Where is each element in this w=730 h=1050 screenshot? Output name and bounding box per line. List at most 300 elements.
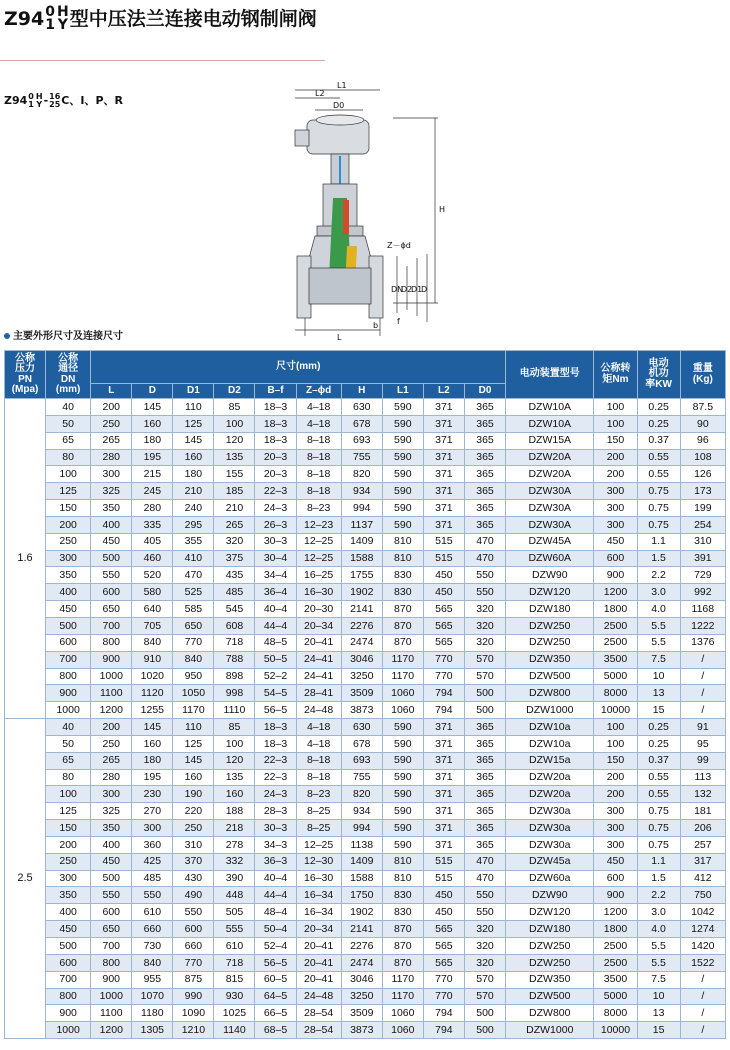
table-cell: 36–4 (255, 584, 296, 601)
table-cell: 365 (464, 769, 505, 786)
table-cell: 125 (173, 415, 214, 432)
header-weight: 重量 (Kg) (680, 351, 725, 399)
table-cell: 28–54 (296, 1005, 341, 1022)
table-cell: DZW20A (506, 449, 594, 466)
table-row (5, 1005, 726, 1022)
table-cell: 371 (423, 786, 464, 803)
table-cell: 0.25 (637, 399, 680, 416)
table-cell: DZW15a (506, 752, 594, 769)
table-cell: 755 (341, 769, 382, 786)
table-cell: 16–30 (296, 584, 341, 601)
table-cell: DZW180 (506, 601, 594, 618)
table-cell: 810 (382, 870, 423, 887)
table-cell: 391 (680, 550, 725, 567)
table-cell: 500 (464, 702, 505, 719)
table-cell: 998 (214, 685, 255, 702)
header-power: 电动 机功 率KW (637, 351, 680, 399)
table-cell: 371 (423, 820, 464, 837)
table-cell: DZW60a (506, 870, 594, 887)
header-torque: 公称转 矩Nm (594, 351, 637, 399)
table-cell: 550 (91, 887, 132, 904)
table-cell: 460 (132, 550, 173, 567)
table-cell: 180 (132, 432, 173, 449)
table-cell: 40–4 (255, 870, 296, 887)
table-cell: 810 (382, 550, 423, 567)
table-cell: 4.0 (637, 601, 680, 618)
table-cell: 1060 (382, 1005, 423, 1022)
table-cell: 371 (423, 735, 464, 752)
table-cell: 1255 (132, 702, 173, 719)
spec-table-body (5, 399, 726, 1039)
table-cell: 22–3 (255, 483, 296, 500)
header-L2: L2 (423, 384, 464, 399)
table-cell: 590 (382, 803, 423, 820)
table-cell: 365 (464, 752, 505, 769)
table-cell: 36–3 (255, 853, 296, 870)
table-cell: 4.0 (637, 921, 680, 938)
table-cell: 371 (423, 399, 464, 416)
table-cell: 1050 (173, 685, 214, 702)
table-cell: 900 (594, 567, 637, 584)
header-model: 电动装置型号 (506, 351, 594, 399)
table-cell: 365 (464, 483, 505, 500)
bullet-icon (4, 333, 10, 339)
table-cell: 200 (594, 449, 637, 466)
table-cell: 48–4 (255, 904, 296, 921)
table-cell: 365 (464, 820, 505, 837)
table-cell: DZW30a (506, 836, 594, 853)
table-cell: 22–3 (255, 769, 296, 786)
table-cell: 840 (132, 634, 173, 651)
table-cell: 135 (214, 769, 255, 786)
table-cell: 64–5 (255, 988, 296, 1005)
table-cell: 505 (214, 904, 255, 921)
table-cell: 490 (173, 887, 214, 904)
table-cell: 20–41 (296, 954, 341, 971)
table-cell: 580 (132, 584, 173, 601)
table-cell: 80 (46, 769, 91, 786)
table-row (5, 432, 726, 449)
table-cell: 95 (680, 735, 725, 752)
table-cell: 1170 (382, 651, 423, 668)
table-cell: 44–4 (255, 617, 296, 634)
table-cell: 132 (680, 786, 725, 803)
table-cell: 820 (341, 786, 382, 803)
table-cell: 1090 (173, 1005, 214, 1022)
table-cell: 430 (173, 870, 214, 887)
table-cell: 52–2 (255, 668, 296, 685)
table-cell: 1210 (173, 1022, 214, 1039)
table-cell: 1.5 (637, 550, 680, 567)
table-cell: 365 (464, 466, 505, 483)
table-cell: 40–4 (255, 601, 296, 618)
table-cell: 1042 (680, 904, 725, 921)
table-cell: 1060 (382, 1022, 423, 1039)
table-cell: DZW45A (506, 533, 594, 550)
table-cell: 550 (464, 584, 505, 601)
section-title: 主要外形尺寸及连接尺寸 (4, 327, 123, 342)
table-cell: DZW350 (506, 651, 594, 668)
table-cell: 65 (46, 432, 91, 449)
table-cell: 1120 (132, 685, 173, 702)
table-cell: 992 (680, 584, 725, 601)
table-cell: 66–5 (255, 1005, 296, 1022)
table-cell: 500 (464, 1005, 505, 1022)
table-cell: 590 (382, 415, 423, 432)
table-cell: 65 (46, 752, 91, 769)
table-cell: 15 (637, 702, 680, 719)
table-row (5, 836, 726, 853)
table-cell: 470 (464, 533, 505, 550)
table-cell: 200 (594, 769, 637, 786)
table-cell: 300 (594, 836, 637, 853)
table-cell: 1200 (91, 1022, 132, 1039)
table-cell: 590 (382, 820, 423, 837)
table-cell: 50–5 (255, 651, 296, 668)
table-cell: 220 (173, 803, 214, 820)
table-cell: 590 (382, 432, 423, 449)
table-cell: 600 (173, 921, 214, 938)
table-cell: 125 (46, 483, 91, 500)
table-cell: 7.5 (637, 971, 680, 988)
table-cell: 332 (214, 853, 255, 870)
table-cell: 450 (423, 887, 464, 904)
table-cell: 600 (594, 870, 637, 887)
table-cell: 100 (594, 415, 637, 432)
table-row (5, 769, 726, 786)
table-cell: DZW20A (506, 466, 594, 483)
table-cell: 565 (423, 938, 464, 955)
table-cell: 870 (382, 954, 423, 971)
table-cell: 3.0 (637, 904, 680, 921)
table-cell: / (680, 651, 725, 668)
table-cell: 10000 (594, 1022, 637, 1039)
table-cell: 8–18 (296, 769, 341, 786)
table-cell: 181 (680, 803, 725, 820)
header-D2: D2 (214, 384, 255, 399)
table-cell: 550 (464, 904, 505, 921)
table-cell: 26–3 (255, 516, 296, 533)
table-cell: 250 (46, 853, 91, 870)
table-cell: 470 (464, 550, 505, 567)
table-cell: 590 (382, 735, 423, 752)
table-row (5, 500, 726, 517)
table-cell: 840 (173, 651, 214, 668)
table-row (5, 617, 726, 634)
table-cell: 365 (464, 836, 505, 853)
table-row (5, 634, 726, 651)
table-cell: 310 (680, 533, 725, 550)
table-cell: 24–48 (296, 702, 341, 719)
table-cell: 20–41 (296, 634, 341, 651)
table-cell: 320 (214, 533, 255, 550)
table-cell: 770 (423, 988, 464, 1005)
table-cell: 100 (214, 735, 255, 752)
table-cell: 900 (46, 1005, 91, 1022)
table-cell: 500 (464, 1022, 505, 1039)
table-cell: 585 (173, 601, 214, 618)
table-cell: 54–5 (255, 685, 296, 702)
table-cell: 371 (423, 752, 464, 769)
table-cell: 325 (91, 803, 132, 820)
table-cell: 7.5 (637, 651, 680, 668)
table-cell: 1168 (680, 601, 725, 618)
table-cell: 1.1 (637, 853, 680, 870)
table-cell: 278 (214, 836, 255, 853)
table-cell: 870 (382, 617, 423, 634)
table-cell: DZW30A (506, 500, 594, 517)
table-cell: 371 (423, 483, 464, 500)
table-cell: / (680, 668, 725, 685)
table-cell: 12–25 (296, 836, 341, 853)
table-cell: 1.5 (637, 870, 680, 887)
table-cell: 1200 (594, 584, 637, 601)
table-cell: 565 (423, 617, 464, 634)
table-cell: 199 (680, 500, 725, 517)
table-cell: 515 (423, 853, 464, 870)
table-cell: 230 (132, 786, 173, 803)
table-cell: 4–18 (296, 735, 341, 752)
table-cell: 12–23 (296, 516, 341, 533)
table-cell: 8000 (594, 1005, 637, 1022)
table-cell: 3046 (341, 971, 382, 988)
table-cell: DZW250 (506, 617, 594, 634)
table-cell: 270 (132, 803, 173, 820)
table-cell: 0.55 (637, 769, 680, 786)
table-cell: 450 (91, 533, 132, 550)
table-cell: 660 (173, 938, 214, 955)
table-cell: 20–3 (255, 449, 296, 466)
table-cell: 3873 (341, 702, 382, 719)
table-cell: 2500 (594, 634, 637, 651)
table-cell: 10 (637, 668, 680, 685)
table-cell: 550 (91, 567, 132, 584)
table-cell: 900 (91, 651, 132, 668)
table-cell: 48–5 (255, 634, 296, 651)
table-cell: 565 (423, 921, 464, 938)
table-cell: 180 (132, 752, 173, 769)
table-cell: 693 (341, 432, 382, 449)
table-cell: 718 (214, 954, 255, 971)
table-cell: 200 (91, 719, 132, 736)
table-cell: 875 (173, 971, 214, 988)
table-cell: 1000 (46, 1022, 91, 1039)
table-cell: 755 (341, 449, 382, 466)
table-cell: 705 (132, 617, 173, 634)
spec-table (4, 350, 726, 1039)
table-cell: 450 (46, 601, 91, 618)
table-cell: 590 (382, 786, 423, 803)
table-cell: 295 (173, 516, 214, 533)
table-cell: 590 (382, 483, 423, 500)
table-cell: 300 (594, 516, 637, 533)
table-cell: 5.5 (637, 617, 680, 634)
table-cell: 500 (46, 617, 91, 634)
table-cell: 28–41 (296, 685, 341, 702)
table-cell: 371 (423, 836, 464, 853)
table-cell: 520 (132, 567, 173, 584)
table-cell: 180 (173, 466, 214, 483)
header-zd: Z–ϕd (296, 384, 341, 399)
table-cell: 13 (637, 1005, 680, 1022)
table-cell: 729 (680, 567, 725, 584)
table-cell: 1305 (132, 1022, 173, 1039)
table-cell: / (680, 1005, 725, 1022)
table-cell: 320 (464, 921, 505, 938)
table-row (5, 516, 726, 533)
table-cell: 18–3 (255, 399, 296, 416)
table-cell: 250 (173, 820, 214, 837)
table-cell: 113 (680, 769, 725, 786)
table-row (5, 786, 726, 803)
table-cell: 700 (46, 651, 91, 668)
table-cell: 1522 (680, 954, 725, 971)
table-cell: 830 (382, 584, 423, 601)
table-cell: 24–48 (296, 988, 341, 1005)
table-cell: 448 (214, 887, 255, 904)
table-cell: 600 (46, 634, 91, 651)
table-cell: 590 (382, 752, 423, 769)
table-cell: 371 (423, 769, 464, 786)
table-cell: 370 (173, 853, 214, 870)
table-cell: 770 (423, 971, 464, 988)
table-cell: 195 (132, 449, 173, 466)
table-cell: 870 (382, 921, 423, 938)
table-cell: 2141 (341, 921, 382, 938)
table-cell: 590 (382, 516, 423, 533)
table-cell: 525 (173, 584, 214, 601)
table-cell: 160 (173, 769, 214, 786)
table-cell: DZW10a (506, 719, 594, 736)
table-cell: 4–18 (296, 415, 341, 432)
table-cell: 870 (382, 938, 423, 955)
table-cell: 135 (214, 449, 255, 466)
table-cell: 600 (91, 904, 132, 921)
table-cell: 570 (464, 668, 505, 685)
table-cell: 300 (91, 466, 132, 483)
table-cell: 56–5 (255, 954, 296, 971)
svg-text:f: f (397, 317, 400, 326)
table-cell: 20–34 (296, 921, 341, 938)
table-cell: 660 (132, 921, 173, 938)
table-cell: 365 (464, 415, 505, 432)
table-cell: DZW250 (506, 938, 594, 955)
table-cell: 570 (464, 651, 505, 668)
svg-text:Z－ϕd: Z－ϕd (387, 241, 411, 250)
table-cell: 435 (214, 567, 255, 584)
table-cell: 794 (423, 1022, 464, 1039)
table-row (5, 870, 726, 887)
table-cell: 1409 (341, 533, 382, 550)
table-cell: 50 (46, 735, 91, 752)
table-cell: 300 (91, 786, 132, 803)
table-cell: 450 (423, 567, 464, 584)
svg-text:DN: DN (391, 285, 404, 294)
table-cell: 515 (423, 870, 464, 887)
table-cell: 590 (382, 769, 423, 786)
table-cell: 160 (132, 735, 173, 752)
table-cell: 770 (173, 634, 214, 651)
table-cell: 300 (594, 820, 637, 837)
table-cell: 365 (464, 786, 505, 803)
table-row (5, 567, 726, 584)
table-cell: 500 (46, 938, 91, 955)
table-cell: DZW1000 (506, 702, 594, 719)
table-cell: 0.37 (637, 432, 680, 449)
table-cell: 2500 (594, 617, 637, 634)
table-cell: 650 (173, 617, 214, 634)
table-cell: 265 (91, 432, 132, 449)
table-cell: DZW120 (506, 584, 594, 601)
table-cell: 30–4 (255, 550, 296, 567)
table-cell: 254 (680, 516, 725, 533)
table-cell: 91 (680, 719, 725, 736)
table-cell: 28–3 (255, 803, 296, 820)
table-cell: 2500 (594, 954, 637, 971)
table-cell: 565 (423, 601, 464, 618)
table-cell: / (680, 988, 725, 1005)
table-cell: 450 (423, 904, 464, 921)
table-cell: 1180 (132, 1005, 173, 1022)
table-cell: DZW250 (506, 634, 594, 651)
table-cell: 250 (46, 533, 91, 550)
table-cell: 565 (423, 634, 464, 651)
table-cell: 1200 (594, 904, 637, 921)
table-cell: 15 (637, 1022, 680, 1039)
table-cell: 794 (423, 702, 464, 719)
table-cell: 108 (680, 449, 725, 466)
table-cell: 85 (214, 719, 255, 736)
header-pn: 公称 压力 PN (Mpa) (5, 351, 46, 399)
table-cell: 20–41 (296, 971, 341, 988)
table-cell: 320 (464, 938, 505, 955)
table-cell: / (680, 702, 725, 719)
table-cell: 5000 (594, 988, 637, 1005)
table-cell: 145 (132, 719, 173, 736)
table-cell: DZW90 (506, 887, 594, 904)
table-cell: 96 (680, 432, 725, 449)
table-cell: 900 (91, 971, 132, 988)
table-cell: / (680, 971, 725, 988)
table-cell: 678 (341, 415, 382, 432)
table-cell: 110 (173, 399, 214, 416)
table-cell: 0.25 (637, 719, 680, 736)
table-cell: 120 (214, 432, 255, 449)
table-cell: DZW15A (506, 432, 594, 449)
table-cell: 1800 (594, 601, 637, 618)
table-cell: 360 (132, 836, 173, 853)
table-cell: 4–18 (296, 719, 341, 736)
table-cell: 794 (423, 685, 464, 702)
table-cell: 1170 (382, 971, 423, 988)
header-D: D (132, 384, 173, 399)
page-title: Z94 0 1 H Y 型中压法兰连接电动钢制闸阀 (4, 4, 317, 34)
table-cell: 1000 (91, 668, 132, 685)
table-cell: DZW30A (506, 516, 594, 533)
table-cell: 18–3 (255, 415, 296, 432)
table-cell: 934 (341, 803, 382, 820)
table-cell: 150 (594, 432, 637, 449)
table-cell: 1420 (680, 938, 725, 955)
table-cell: 630 (341, 719, 382, 736)
table-cell: 600 (91, 584, 132, 601)
table-cell: 565 (423, 954, 464, 971)
table-cell: 24–41 (296, 668, 341, 685)
table-cell: 2276 (341, 617, 382, 634)
table-cell: 8–18 (296, 752, 341, 769)
table-cell: 0.75 (637, 820, 680, 837)
table-cell: 0.37 (637, 752, 680, 769)
